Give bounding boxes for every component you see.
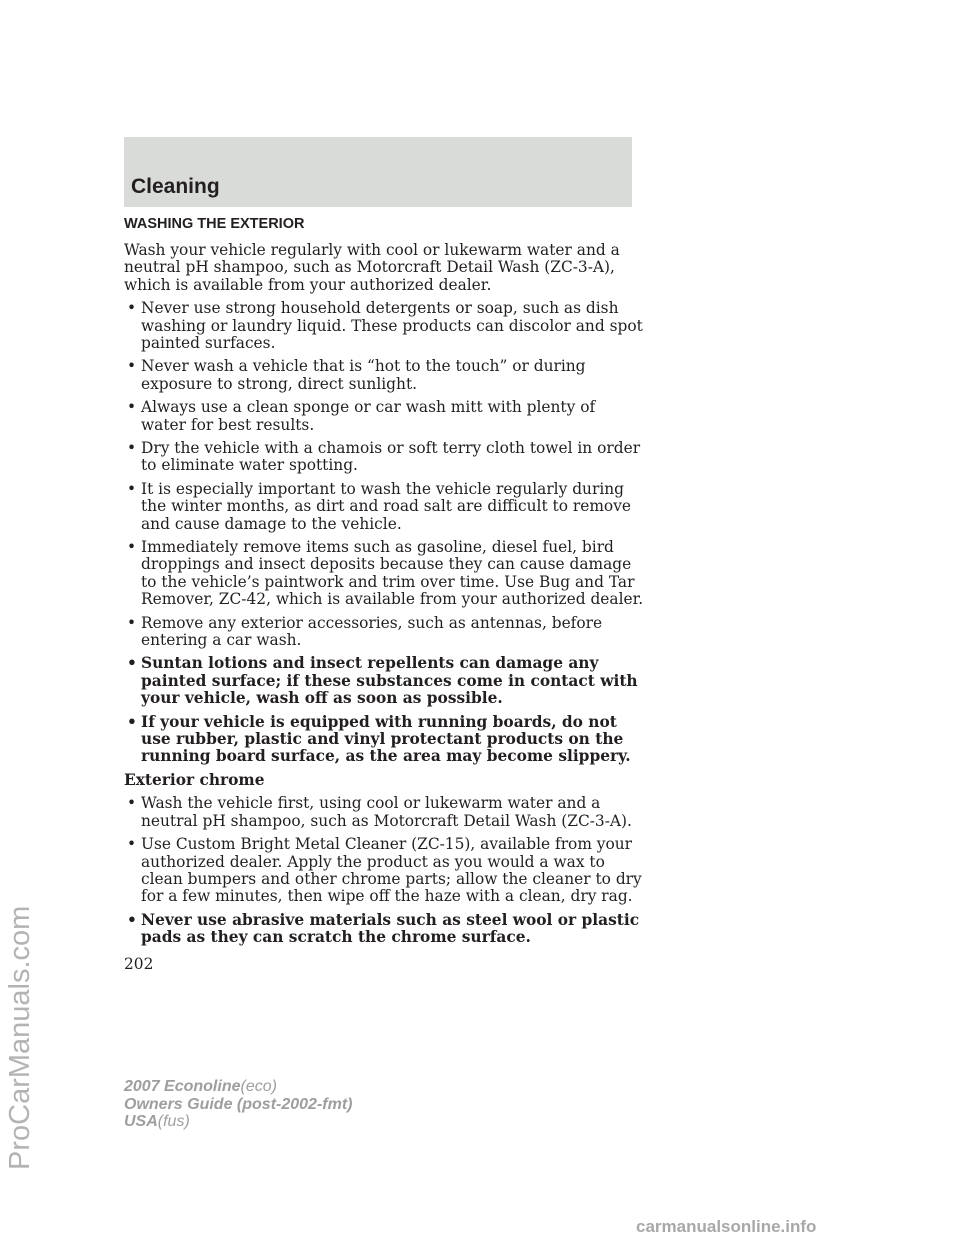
- bullet-icon: •: [127, 538, 137, 557]
- section-heading: WASHING THE EXTERIOR: [124, 216, 305, 232]
- warning-list-item: • If your vehicle is equipped with running boards, do not use rubber, plastic and vinyl protectant products on the running board surface, as the area may become slippery.: [127, 712, 631, 765]
- bullet-icon: •: [127, 910, 137, 929]
- warning-list-item: • Suntan lotions and insect repellents can damage any painted surface; if these substances come in contact with your vehicle, wash off as soon as possible.: [127, 654, 638, 707]
- list-item: • Wash the vehicle first, using cool or lukewarm water and a neutral pH shampoo, such as Motorcraft Detail Wash (ZC-3-A).: [127, 794, 632, 830]
- page-number: 202: [124, 955, 154, 974]
- list-item: • It is especially important to wash the vehicle regularly during the winter months, as dirt and road salt are difficult to remove and cause damage to the vehicle.: [127, 480, 631, 533]
- bullet-icon: •: [127, 654, 137, 673]
- bullet-icon: •: [127, 299, 137, 318]
- list-item: • Always use a clean sponge or car wash mitt with plenty of water for best results.: [127, 398, 596, 434]
- bullet-icon: •: [127, 613, 137, 632]
- bullet-icon: •: [127, 357, 137, 376]
- bullet-icon: •: [127, 835, 137, 854]
- bullet-icon: •: [127, 480, 137, 499]
- intro-paragraph: Wash your vehicle regularly with cool or lukewarm water and a neutral pH shampoo, such as Motorcraft Detail Wash (ZC-3-A), which is available from your authorized dealer.: [124, 241, 620, 294]
- document-footer: [124, 1078, 352, 1131]
- list-item: • Never wash a vehicle that is “hot to the touch” or during exposure to strong, direct sunlight.: [127, 357, 586, 393]
- footer-market-code: (fus): [157, 1113, 190, 1130]
- page-content: [124, 214, 644, 973]
- subheading-exterior-chrome: Exterior chrome: [124, 770, 265, 789]
- list-item: • Use Custom Bright Metal Cleaner (ZC-15), available from your authorized dealer. Apply the product as you would a wax to clean bumpers and other chrome parts; allow the cleaner to dry for a few minutes, then wipe off the haze with a clean, dry rag.: [127, 835, 642, 905]
- side-watermark: ProCarManuals.com: [4, 905, 36, 1170]
- footer-model: 2007 Econoline: [124, 1078, 241, 1095]
- footer-market: USA: [124, 1113, 158, 1130]
- bullet-icon: •: [127, 794, 137, 813]
- warning-list-item: • Never use abrasive materials such as steel wool or plastic pads as they can scratch the chrome surface.: [127, 910, 640, 946]
- list-item: • Dry the vehicle with a chamois or soft terry cloth towel in order to eliminate water spotting.: [127, 439, 641, 475]
- footer-guide: Owners Guide (post-2002-fmt): [124, 1095, 353, 1113]
- list-item: • Remove any exterior accessories, such as antennas, before entering a car wash.: [127, 613, 603, 649]
- bullet-icon: •: [127, 398, 137, 417]
- list-item: • Never use strong household detergents or soap, such as dish washing or laundry liquid. These products can discolor and spot painted surfaces.: [127, 299, 643, 352]
- bullet-icon: •: [127, 439, 137, 458]
- site-credit: carmanualsonline.info: [636, 1217, 817, 1236]
- section-title: Cleaning: [131, 175, 220, 198]
- bullet-icon: •: [127, 712, 137, 731]
- list-item: • Immediately remove items such as gasoline, diesel fuel, bird droppings and insect deposits because they can cause damage to the vehicle’s paintwork and trim over time. Use Bug and Tar Remover, ZC-42, which is available from your authorized dealer.: [127, 538, 644, 608]
- footer-model-code: (eco): [240, 1078, 277, 1095]
- section-header-band: [124, 137, 632, 207]
